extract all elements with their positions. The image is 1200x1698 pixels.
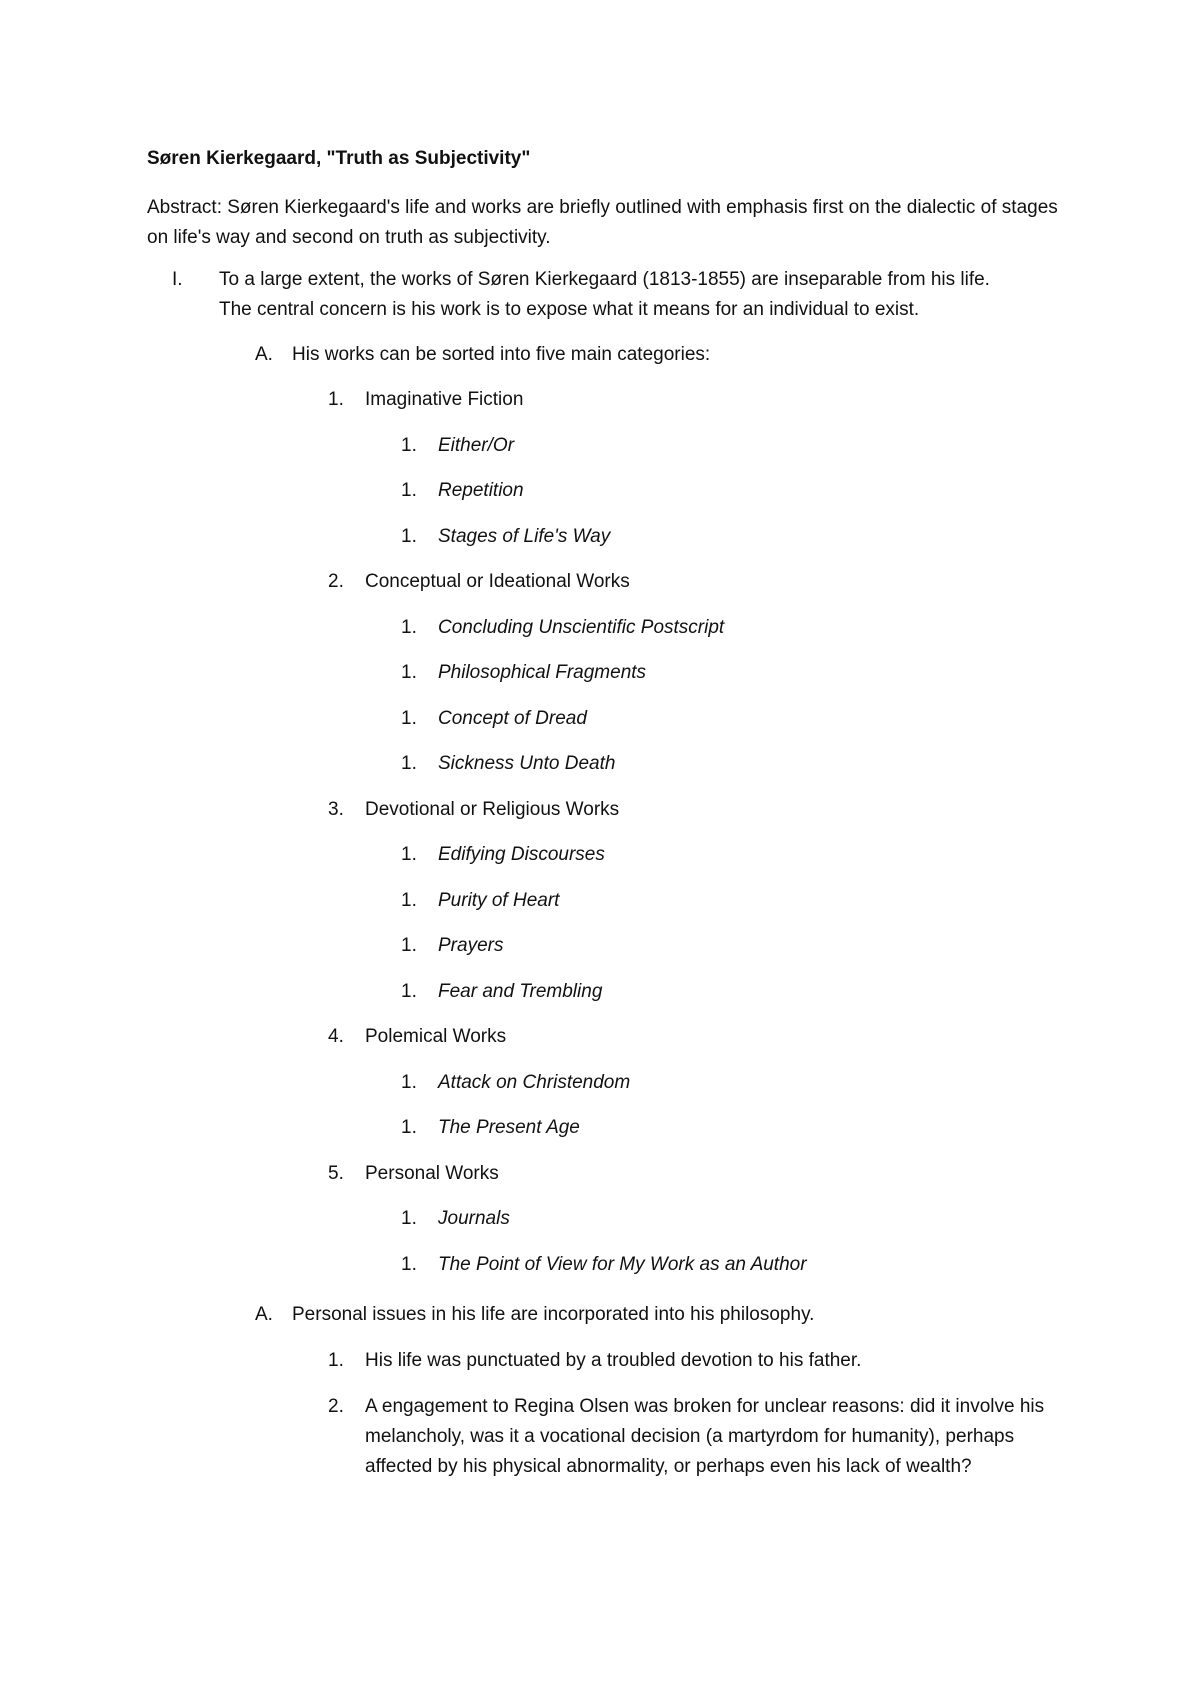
work-title: Philosophical Fragments <box>438 662 647 683</box>
work-title: The Point of View for My Work as an Author <box>438 1254 807 1275</box>
category-name: Conceptual or Ideational Works <box>365 571 630 592</box>
part-a2-item-2 <box>0 1392 1200 1522</box>
work-title: Stages of Life's Way <box>438 526 611 547</box>
work-marker: 1. <box>401 1072 417 1093</box>
work-title: Journals <box>438 1208 510 1229</box>
category-marker: 4. <box>328 1026 344 1047</box>
work-marker: 1. <box>401 753 417 774</box>
part-a2-marker: A. <box>255 1304 273 1325</box>
category-marker: 3. <box>328 799 344 820</box>
work-title: Repetition <box>438 480 524 501</box>
work-title: Sickness Unto Death <box>438 753 616 774</box>
section-i-line-1: To a large extent, the works of Søren Kierkegaard (1813-1855) are inseparable from his life. <box>219 269 990 290</box>
part-a2-item-1-marker: 1. <box>328 1350 344 1371</box>
abstract-paragraph: Abstract: Søren Kierkegaard's life and works are briefly outlined with emphasis first on the dialectic of stages on life's way and second on truth as subjectivity. <box>147 197 1058 248</box>
part-a2-item-2-marker: 2. <box>328 1396 344 1417</box>
work-marker: 1. <box>401 708 417 729</box>
work-marker: 1. <box>401 480 417 501</box>
category-name: Personal Works <box>365 1163 499 1184</box>
category-name: Polemical Works <box>365 1026 507 1047</box>
work-marker: 1. <box>401 890 417 911</box>
part-a2-text: Personal issues in his life are incorporated into his philosophy. <box>292 1304 815 1325</box>
work-marker: 1. <box>401 935 417 956</box>
work-marker: 1. <box>401 435 417 456</box>
work-title: Purity of Heart <box>438 890 560 911</box>
work-marker: 1. <box>401 617 417 638</box>
work-marker: 1. <box>401 1254 417 1275</box>
part-a-text: His works can be sorted into five main categories: <box>292 344 711 365</box>
category-marker: 2. <box>328 571 344 592</box>
part-a-marker: A. <box>255 344 273 365</box>
work-title: Fear and Trembling <box>438 981 603 1002</box>
work-title: Either/Or <box>438 435 515 456</box>
part-a2-item-1-text: His life was punctuated by a troubled devotion to his father. <box>365 1350 862 1371</box>
work-title: Concept of Dread <box>438 708 587 729</box>
work-marker: 1. <box>401 526 417 547</box>
work-title: The Present Age <box>438 1117 580 1138</box>
section-i-marker: I. <box>172 269 183 290</box>
work-title: Edifying Discourses <box>438 844 605 865</box>
work-title: Prayers <box>438 935 504 956</box>
work-marker: 1. <box>401 1117 417 1138</box>
category-name: Imaginative Fiction <box>365 389 524 410</box>
work-marker: 1. <box>401 844 417 865</box>
work-marker: 1. <box>401 662 417 683</box>
work-title: Concluding Unscientific Postscript <box>438 617 725 638</box>
work-marker: 1. <box>401 981 417 1002</box>
section-i-line-2: The central concern is his work is to expose what it means for an individual to exist. <box>219 299 920 320</box>
category-marker: 5. <box>328 1163 344 1184</box>
work-title: Attack on Christendom <box>438 1072 631 1093</box>
category-marker: 1. <box>328 389 344 410</box>
document-title: Søren Kierkegaard, "Truth as Subjectivity" <box>147 148 531 169</box>
work-marker: 1. <box>401 1208 417 1229</box>
part-a2-item-2-text: A engagement to Regina Olsen was broken for unclear reasons: did it involve his melancholy, was it a vocational decision (a martyrdom for humanity), perhaps affected by his physical abnormality, or perhaps even his lack of wealth? <box>365 1396 1045 1477</box>
category-name: Devotional or Religious Works <box>365 799 620 820</box>
